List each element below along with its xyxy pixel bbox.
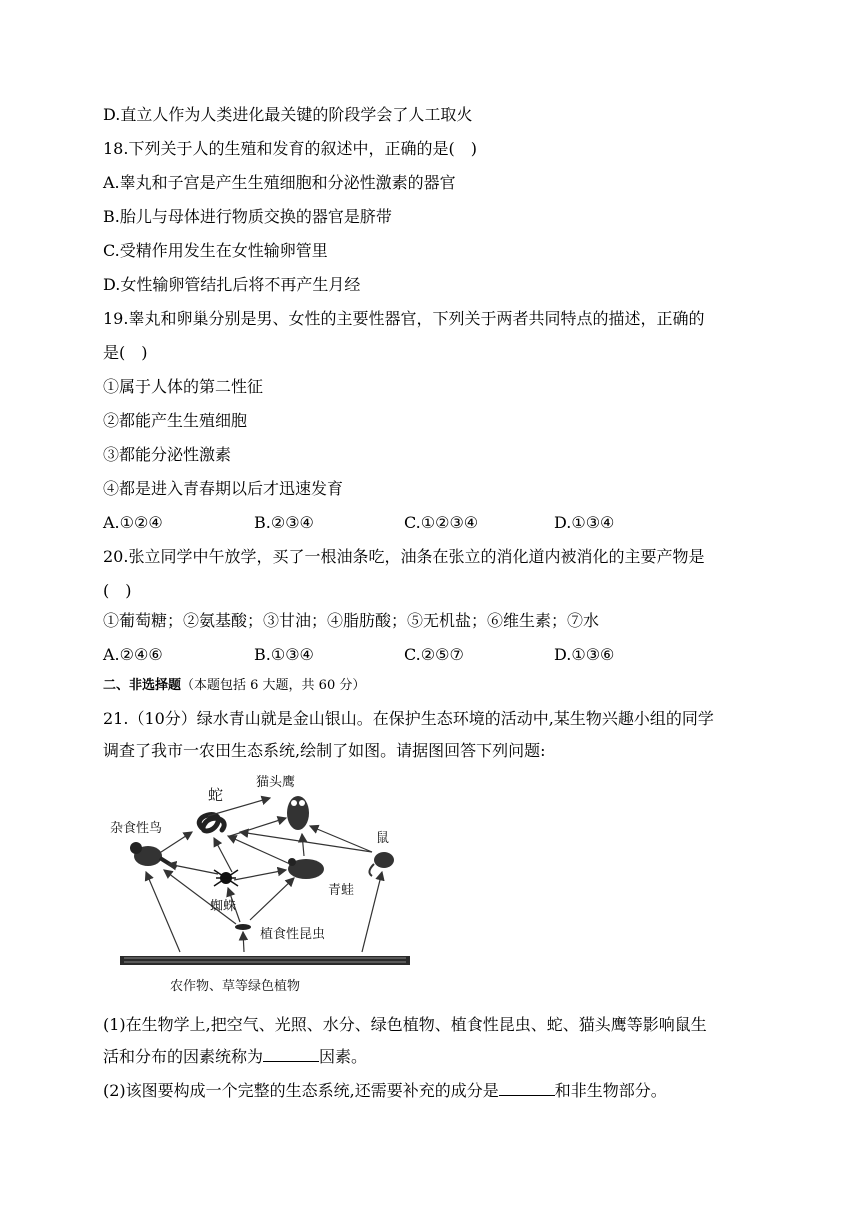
question-20-cont: ( )	[103, 581, 132, 600]
option-line: D.女性输卵管结扎后将不再产生月经	[103, 275, 361, 294]
question-21-cont: 调查了我市一农田生态系统,绘制了如图。请据图回答下列问题:	[103, 741, 546, 760]
q20-option-c: C.②⑤⑦	[404, 645, 464, 664]
question-19-cont: 是( )	[103, 343, 148, 362]
question-21-part2	[103, 1080, 667, 1102]
option-line: A.睾丸和子宫是产生生殖细胞和分泌性激素的器官	[103, 173, 456, 192]
label-insect: 植食性昆虫	[260, 927, 326, 942]
answer-blank[interactable]	[499, 1081, 555, 1096]
option-line: D.直立人作为人类进化最关键的阶段学会了人工取火	[103, 105, 473, 124]
q19-option-d: D.①③④	[554, 513, 615, 532]
answer-blank[interactable]	[263, 1047, 319, 1062]
q20-option-d: D.①③⑥	[554, 645, 615, 664]
label-snake: 蛇	[208, 786, 224, 804]
text-segment: (2)该图要构成一个完整的生态系统,还需要补充的成分是	[103, 1081, 499, 1100]
question-21: 21.（10分）绿水青山就是金山银山。在保护生态环境的活动中,某生物兴趣小组的同学	[103, 709, 714, 728]
text-segment: 因素。	[319, 1047, 368, 1066]
label-frog: 青蛙	[328, 883, 355, 898]
label-owl: 猫头鹰	[256, 775, 296, 790]
statement-line: ①葡萄糖；②氨基酸；③甘油；④脂肪酸；⑤无机盐；⑥维生素；⑦水	[103, 611, 600, 630]
option-line: C.受精作用发生在女性输卵管里	[103, 241, 328, 260]
question-18: 18.下列关于人的生殖和发育的叙述中，正确的是( )	[103, 139, 477, 158]
frog-icon	[288, 858, 324, 879]
label-mouse: 鼠	[376, 831, 390, 846]
q20-option-a: A.②④⑥	[103, 645, 163, 664]
owl-icon	[287, 796, 309, 830]
question-21-part1-cont	[103, 1046, 367, 1068]
section-note: （本题包括 6 大题，共 60 分）	[181, 678, 366, 693]
spider-icon	[214, 870, 238, 886]
q19-option-b: B.②③④	[254, 513, 314, 532]
section-heading	[103, 676, 365, 696]
question-19: 19.睾丸和卵巢分别是男、女性的主要性器官，下列关于两者共同特点的描述，正确的	[103, 309, 705, 328]
label-bird: 杂食性鸟	[110, 821, 163, 836]
food-web-diagram	[110, 768, 422, 1000]
statement-line: ②都能产生生殖细胞	[103, 411, 248, 430]
snake-icon	[199, 815, 224, 831]
text-segment: 活和分布的因素统称为	[103, 1047, 264, 1066]
q20-option-b: B.①③④	[254, 645, 314, 664]
statement-line: ①属于人体的第二性征	[103, 377, 264, 396]
question-20: 20.张立同学中午放学，买了一根油条吃，油条在张立的消化道内被消化的主要产物是	[103, 547, 705, 566]
q19-option-c: C.①②③④	[404, 513, 479, 532]
label-spider: 蜘蛛	[210, 899, 237, 914]
statement-line: ④都是进入青春期以后才迅速发育	[103, 479, 344, 498]
q19-option-a: A.①②④	[103, 513, 163, 532]
statement-line: ③都能分泌性激素	[103, 445, 232, 464]
ground-strip	[120, 956, 410, 965]
question-21-part1: (1)在生物学上,把空气、光照、水分、绿色植物、植食性昆虫、蛇、猫头鹰等影响鼠生	[103, 1015, 707, 1034]
section-title: 二、非选择题	[103, 678, 182, 693]
option-line: B.胎儿与母体进行物质交换的器官是脐带	[103, 207, 392, 226]
text-segment: 和非生物部分。	[554, 1081, 667, 1100]
label-plants: 农作物、草等绿色植物	[170, 979, 301, 994]
insect-icon	[235, 924, 251, 930]
